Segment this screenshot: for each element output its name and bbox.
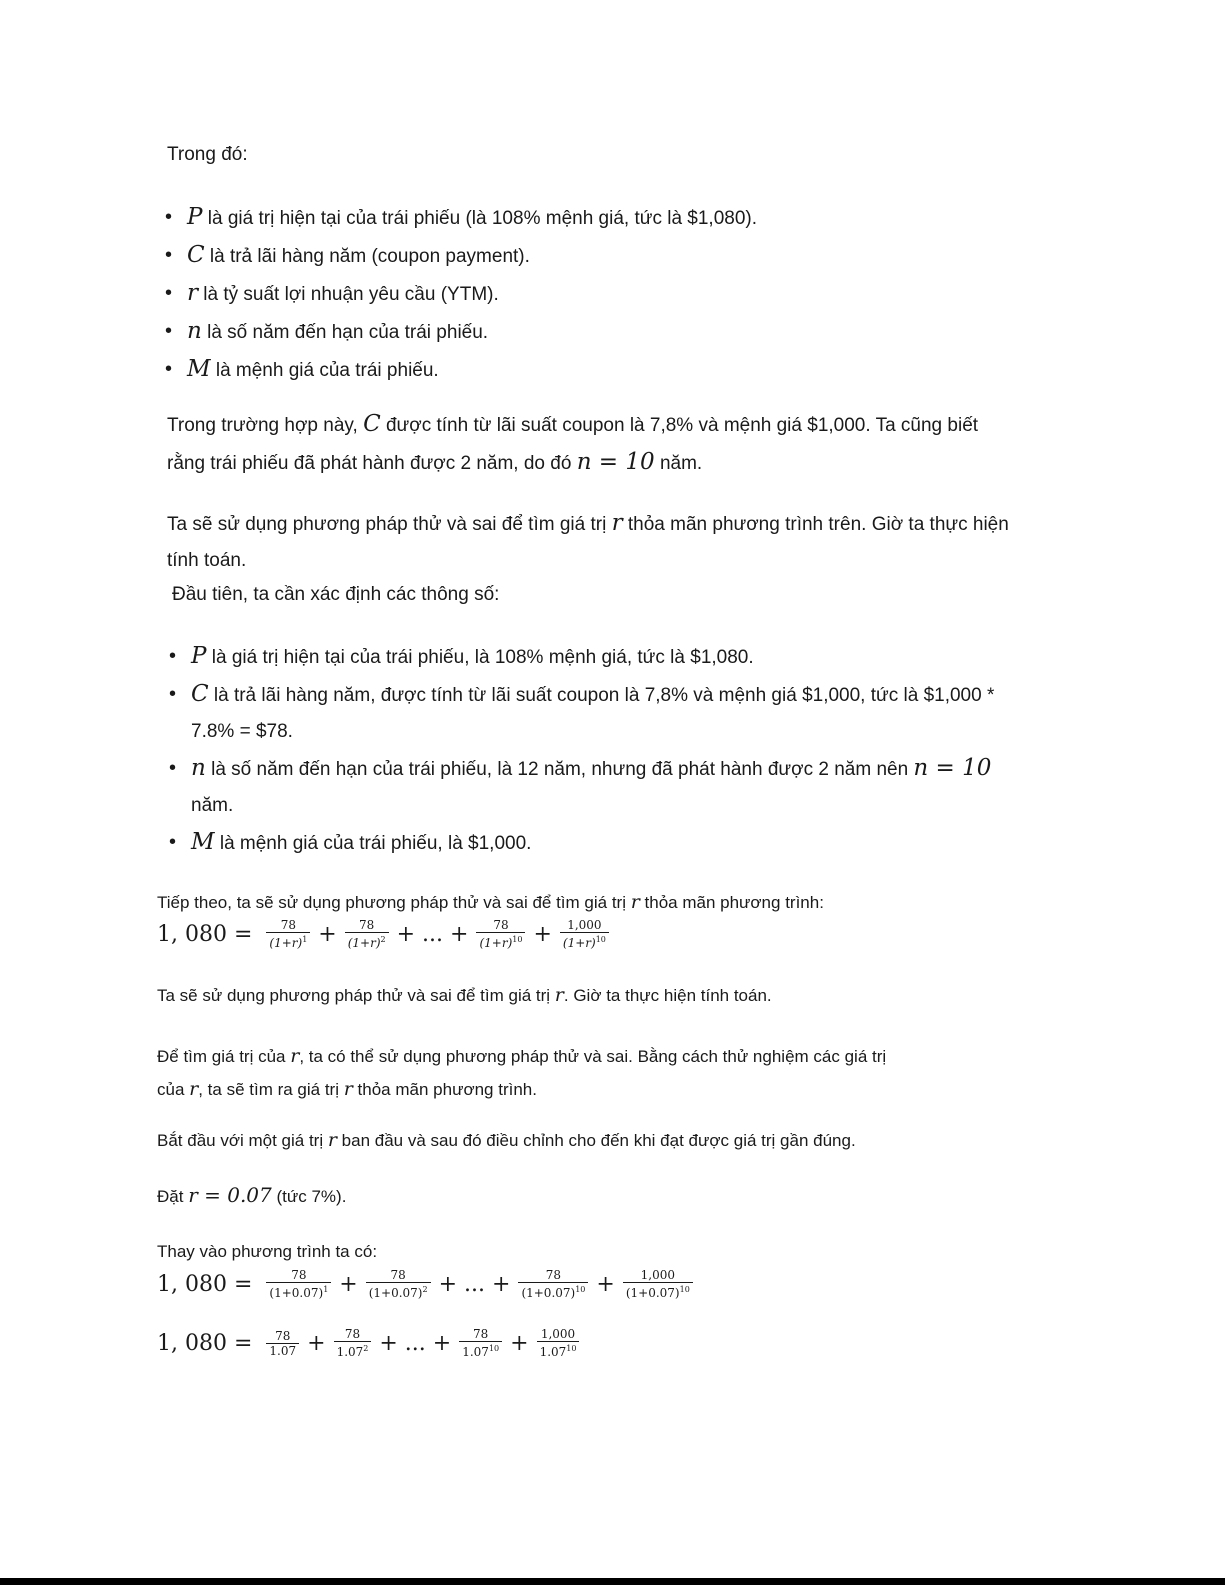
list-item: • P là giá trị hiện tại của trái phiếu (là 108% mệnh giá, tức là $1,080). — [165, 199, 757, 237]
parameters-list — [169, 638, 994, 862]
symbol-n: n — [187, 318, 202, 344]
symbol-r: r — [187, 280, 198, 306]
list-item: • r là tỷ suất lợi nhuận yêu cầu (YTM). — [165, 275, 757, 313]
symbol-c: C — [187, 242, 205, 268]
paragraph-case: Trong trường hợp này, C được tính từ lãi suất coupon là 7,8% và mệnh giá $1,000. Ta cũng biết rằng trái phiếu đã phát hành được 2 năm, do đó n = 10 năm. — [167, 411, 979, 475]
substitute-text: Thay vào phương trình ta có: — [157, 1242, 378, 1261]
symbol-m: M — [187, 356, 211, 382]
trial-text: Ta sẽ sử dụng phương pháp thử và sai để tìm giá trị r. Giờ ta thực hiện tính toán. — [157, 984, 772, 1006]
list-item: • n là số năm đến hạn của trái phiếu, là 12 năm, nhưng đã phát hành được 2 năm nên n = 10 năm. — [169, 750, 994, 824]
equation-simplified: 1, 080 = $\frac{78}{1.07}$ + $\frac{78}{1.07^2}$ + ... + $\frac{78}{1.07^{10}}$ + $\frac{1,000}{1.07^{10}}$ — [157, 1327, 579, 1359]
trial-explanation: Để tìm giá trị của r, ta có thể sử dụng phương pháp thử và sai. Bằng cách thử nghiệm các giá trị của r, ta sẽ tìm ra giá trị r thỏa mãn phương trình. — [157, 1045, 887, 1100]
symbol-p: P — [187, 204, 203, 230]
next-step-text: Tiếp theo, ta sẽ sử dụng phương pháp thử và sai để tìm giá trị r thỏa mãn phương trình: — [157, 891, 824, 913]
list-item: • C là trả lãi hàng năm, được tính từ lãi suất coupon là 7,8% và mệnh giá $1,000, tức là $1,000 * 7.8% = $78. — [169, 676, 994, 750]
params-intro: Đầu tiên, ta cần xác định các thông số: — [172, 584, 500, 605]
paragraph-method: Ta sẽ sử dụng phương pháp thử và sai để tìm giá trị r thỏa mãn phương trình trên. Giờ ta thực hiện tính toán. — [167, 510, 1009, 571]
list-item: • C là trả lãi hàng năm (coupon payment). — [165, 237, 757, 275]
intro-heading: Trong đó: — [167, 144, 248, 165]
list-item: • M là mệnh giá của trái phiếu. — [165, 351, 757, 389]
list-item: • M là mệnh giá của trái phiếu, là $1,000. — [169, 824, 994, 862]
definitions-list — [165, 199, 757, 389]
list-item: • P là giá trị hiện tại của trái phiếu, là 108% mệnh giá, tức là $1,080. — [169, 638, 994, 676]
start-value-text: Bắt đầu với một giá trị r ban đầu và sau đó điều chỉnh cho đến khi đạt được giá trị gần đúng. — [157, 1129, 856, 1151]
page-bottom-border — [0, 1578, 1225, 1585]
set-r-text: Đặt r = 0.07 (tức 7%). — [157, 1183, 347, 1207]
equation-substituted: 1, 080 = $\frac{78}{(1+0.07)^1}$ + $\frac{78}{(1+0.07)^2}$ + ... + $\frac{78}{(1+0.07)^{10}}$ + $\frac{1,000}{(1+0.07)^{10}}$ — [157, 1268, 693, 1300]
equation-general: 1, 080 = $\frac{78}{(1+r)^1}$ + $\frac{78}{(1+r)^2}$ + ... + $\frac{78}{(1+r)^{10}}$ + $\frac{1,000}{(1+r)^{10}}$ — [157, 918, 609, 950]
list-item: • n là số năm đến hạn của trái phiếu. — [165, 313, 757, 351]
